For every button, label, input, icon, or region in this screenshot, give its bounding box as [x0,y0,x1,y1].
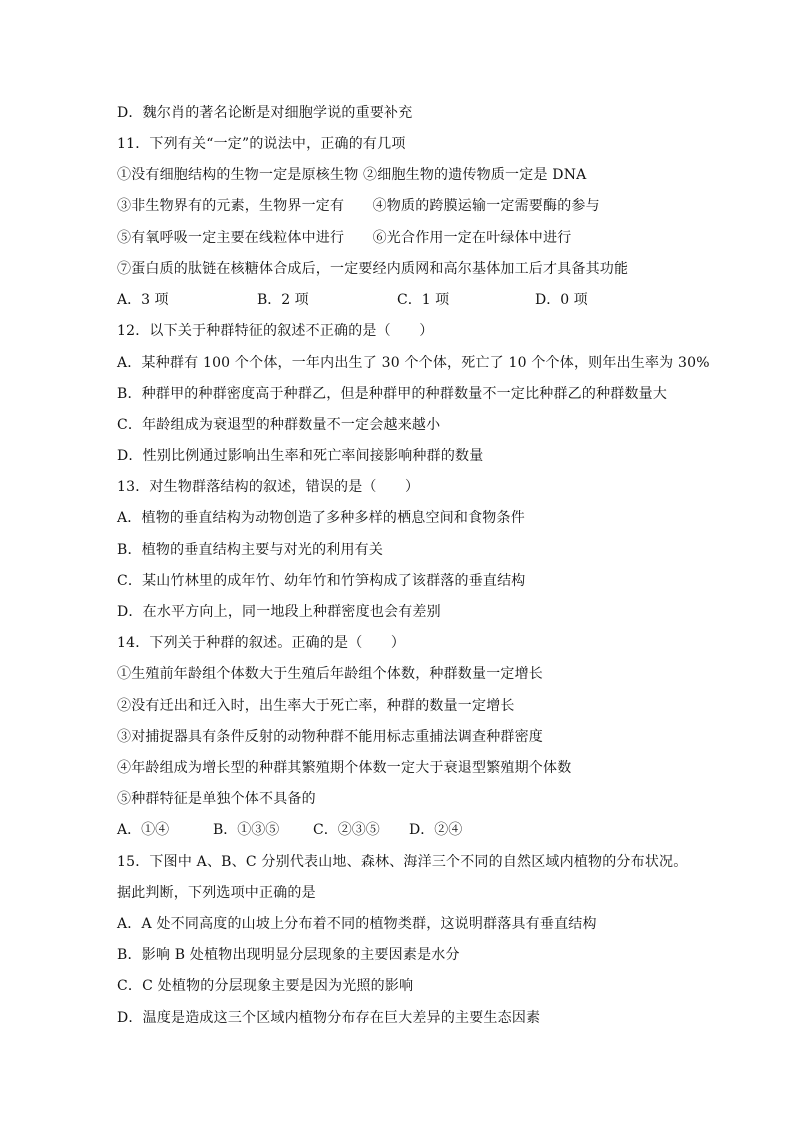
q11-option-a: A．3 项 [117,292,169,308]
q15-option-a: A．A 处不同高度的山坡上分布着不同的植物类群，这说明群落具有垂直结构 [117,916,597,932]
q14-statement-5: ⑤种群特征是单独个体不具备的 [117,791,316,807]
q13-option-c: C．某山竹林里的成年竹、幼年竹和竹笋构成了该群落的垂直结构 [117,573,526,589]
q14-statement-3: ③对捕捉器具有条件反射的动物种群不能用标志重捕法调查种群密度 [117,729,543,745]
q14-statement-2: ②没有迁出和迁入时，出生率大于死亡率，种群的数量一定增长 [117,698,515,714]
q14-statement-1: ①生殖前年龄组个体数大于生殖后年龄组个体数，种群数量一定增长 [117,666,543,682]
q12-option-d: D．性别比例通过影响出生率和死亡率间接影响种群的数量 [117,448,484,464]
q14-option-b: B．①③⑤ [213,822,280,838]
q11-statement-1-2: ①没有细胞结构的生物一定是原核生物 ②细胞生物的遗传物质一定是 DNA [117,167,587,183]
q13-option-b: B．植物的垂直结构主要与对光的利用有关 [117,542,384,558]
q12-stem: 12．以下关于种群特征的叙述不正确的是（ ） [117,323,434,339]
q15-stem: 15．下图中 A、B、C 分别代表山地、森林、海洋三个不同的自然区域内植物的分布状况。 [117,854,688,870]
q13-option-a: A．植物的垂直结构为动物创造了多种多样的栖息空间和食物条件 [117,510,525,526]
q12-option-c: C．年龄组成为衰退型的种群数量不一定会越来越小 [117,417,441,433]
q14-options [117,821,477,839]
q14-stem: 14．下列关于种群的叙述。正确的是（ ） [117,635,406,651]
q15-option-d: D．温度是造成这三个区域内植物分布存在巨大差异的主要生态因素 [117,1010,541,1026]
q14-option-c: C．②③⑤ [313,822,380,838]
q11-stem: 11．下列有关“一定”的说法中，正确的有几项 [117,136,406,152]
q14-option-d: D．②④ [409,822,463,838]
q11-statement-7: ⑦蛋白质的肽链在核糖体合成后，一定要经内质网和高尔基体加工后才具备其功能 [117,261,629,277]
q13-option-d: D．在水平方向上，同一地段上种群密度也会有差别 [117,604,441,620]
q15-option-b: B．影响 B 处植物出现明显分层现象的主要因素是水分 [117,947,460,963]
q11-statement-5-6: ⑤有氧呼吸一定主要在线粒体中进行 ⑥光合作用一定在叶绿体中进行 [117,230,572,246]
q11-statement-3-4: ③非生物界有的元素，生物界一定有 ④物质的跨膜运输一定需要酶的参与 [117,198,600,214]
q15-stem-cont: 据此判断，下列选项中正确的是 [117,885,316,901]
q14-option-a: A．①④ [117,822,170,838]
q11-options [117,291,677,309]
q11-option-c: C．1 项 [397,292,450,308]
q12-option-a: A．某种群有 100 个个体，一年内出生了 30 个个体，死亡了 10 个个体，则年出生率为 30% [117,355,710,371]
q13-stem: 13．对生物群落结构的叙述，错误的是（ ） [117,479,420,495]
q11-option-b: B．2 项 [257,292,309,308]
q14-statement-4: ④年龄组成为增长型的种群其繁殖期个体数一定大于衰退型繁殖期个体数 [117,760,572,776]
q10-option-d: D．魏尔肖的著名论断是对细胞学说的重要补充 [117,105,413,121]
q15-option-c: C．C 处植物的分层现象主要是因为光照的影响 [117,978,414,994]
q11-option-d: D．0 项 [535,292,588,308]
q12-option-b: B．种群甲的种群密度高于种群乙，但是种群甲的种群数量不一定比种群乙的种群数量大 [117,386,668,402]
